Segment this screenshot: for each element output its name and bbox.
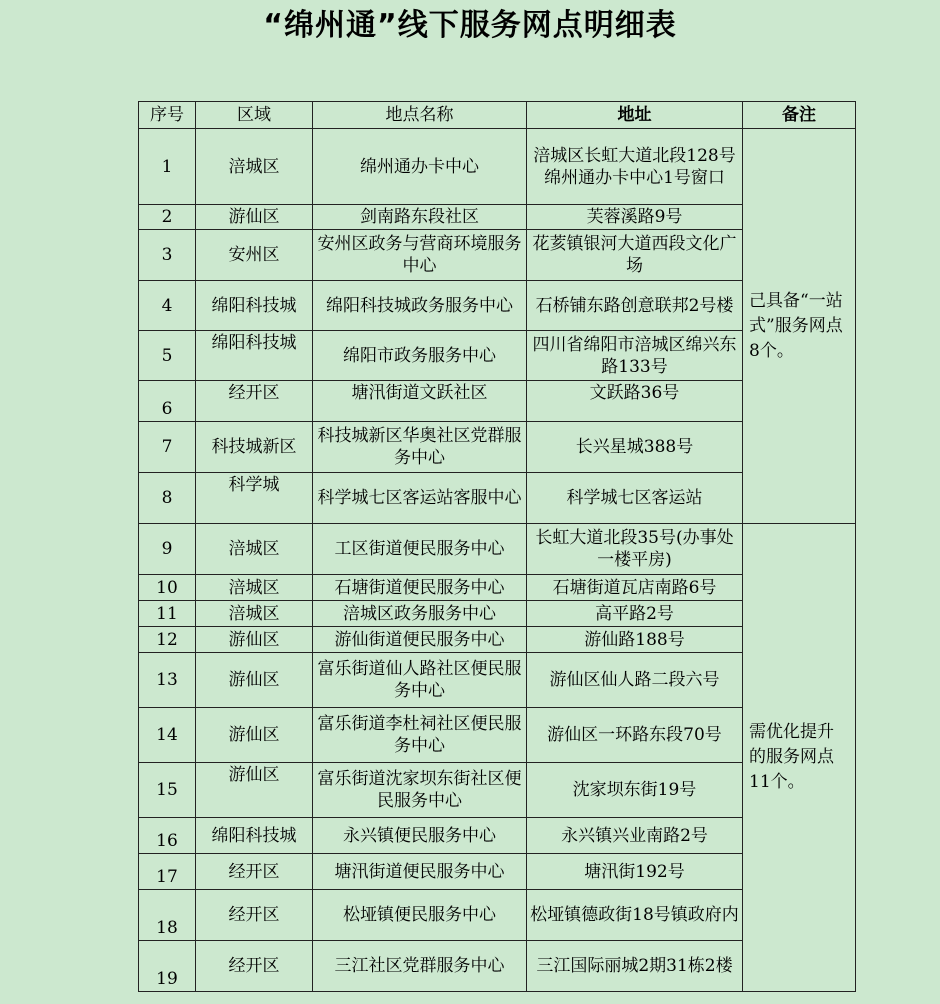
row-name: 科学城七区客运站客服中心 [313, 473, 527, 524]
row-no: 18 [139, 890, 196, 941]
row-area: 游仙区 [196, 205, 313, 230]
row-address: 四川省绵阳市涪城区绵兴东路133号 [527, 331, 743, 381]
table-row [139, 129, 856, 205]
row-address: 长兴星城388号 [527, 422, 743, 473]
row-name: 工区街道便民服务中心 [313, 524, 527, 575]
row-no: 7 [139, 422, 196, 473]
row-no: 2 [139, 205, 196, 230]
row-address: 长虹大道北段35号(办事处一楼平房) [527, 524, 743, 575]
row-no: 4 [139, 281, 196, 331]
row-area: 绵阳科技城 [196, 818, 313, 854]
row-address: 松垭镇德政街18号镇政府内 [527, 890, 743, 941]
row-address: 游仙区仙人路二段六号 [527, 653, 743, 708]
row-no: 15 [139, 763, 196, 818]
page-title: “绵州通”线下服务网点明细表 [263, 8, 677, 43]
row-name: 富乐街道仙人路社区便民服务中心 [313, 653, 527, 708]
row-area: 经开区 [196, 890, 313, 941]
table-header-row [139, 102, 856, 129]
row-no: 9 [139, 524, 196, 575]
row-address: 花荄镇银河大道西段文化广场 [527, 230, 743, 281]
row-address: 高平路2号 [527, 601, 743, 627]
header-area: 区域 [196, 102, 313, 129]
row-name: 绵州通办卡中心 [313, 129, 527, 205]
row-address: 石桥铺东路创意联邦2号楼 [527, 281, 743, 331]
row-area: 绵阳科技城 [196, 331, 313, 381]
row-no: 1 [139, 129, 196, 205]
row-name: 剑南路东段社区 [313, 205, 527, 230]
row-address: 游仙路188号 [527, 627, 743, 653]
row-name: 安州区政务与营商环境服务中心 [313, 230, 527, 281]
row-name: 石塘街道便民服务中心 [313, 575, 527, 601]
header-remark: 备注 [743, 102, 856, 129]
row-area: 涪城区 [196, 575, 313, 601]
row-no: 5 [139, 331, 196, 381]
row-area: 科技城新区 [196, 422, 313, 473]
header-address: 地址 [527, 102, 743, 129]
row-address: 文跃路36号 [527, 381, 743, 422]
row-name: 富乐街道李杜祠社区便民服务中心 [313, 708, 527, 763]
row-area: 经开区 [196, 854, 313, 890]
row-no: 3 [139, 230, 196, 281]
row-name: 三江社区党群服务中心 [313, 941, 527, 992]
row-area: 游仙区 [196, 627, 313, 653]
row-no: 10 [139, 575, 196, 601]
row-name: 涪城区政务服务中心 [313, 601, 527, 627]
row-name: 绵阳市政务服务中心 [313, 331, 527, 381]
row-name: 富乐街道沈家坝东街社区便民服务中心 [313, 763, 527, 818]
row-name: 科技城新区华奥社区党群服务中心 [313, 422, 527, 473]
row-area: 涪城区 [196, 129, 313, 205]
row-area: 经开区 [196, 381, 313, 422]
row-address: 涪城区长虹大道北段128号绵州通办卡中心1号窗口 [527, 129, 743, 205]
row-area: 涪城区 [196, 601, 313, 627]
row-no: 17 [139, 854, 196, 890]
row-address: 游仙区一环路东段70号 [527, 708, 743, 763]
row-no: 19 [139, 941, 196, 992]
remark-one-stop: 己具备“一站式”服务网点8个。 [743, 129, 856, 524]
row-address: 永兴镇兴业南路2号 [527, 818, 743, 854]
row-address: 沈家坝东街19号 [527, 763, 743, 818]
table-row [139, 524, 856, 575]
row-area: 科学城 [196, 473, 313, 524]
row-name: 塘汛街道便民服务中心 [313, 854, 527, 890]
row-no: 13 [139, 653, 196, 708]
service-points-table [138, 101, 856, 992]
row-name: 永兴镇便民服务中心 [313, 818, 527, 854]
row-no: 11 [139, 601, 196, 627]
header-name: 地点名称 [313, 102, 527, 129]
row-name: 松垭镇便民服务中心 [313, 890, 527, 941]
row-area: 游仙区 [196, 653, 313, 708]
row-area: 涪城区 [196, 524, 313, 575]
row-address: 塘汛街192号 [527, 854, 743, 890]
row-area: 游仙区 [196, 763, 313, 818]
remark-to-optimize: 需优化提升的服务网点11个。 [743, 524, 856, 992]
row-address: 芙蓉溪路9号 [527, 205, 743, 230]
row-name: 绵阳科技城政务服务中心 [313, 281, 527, 331]
row-address: 三江国际丽城2期31栋2楼 [527, 941, 743, 992]
row-area: 绵阳科技城 [196, 281, 313, 331]
row-name: 游仙街道便民服务中心 [313, 627, 527, 653]
row-no: 8 [139, 473, 196, 524]
row-name: 塘汛街道文跃社区 [313, 381, 527, 422]
header-no: 序号 [139, 102, 196, 129]
row-no: 16 [139, 818, 196, 854]
row-address: 石塘街道瓦店南路6号 [527, 575, 743, 601]
row-area: 安州区 [196, 230, 313, 281]
row-area: 经开区 [196, 941, 313, 992]
row-address: 科学城七区客运站 [527, 473, 743, 524]
row-no: 12 [139, 627, 196, 653]
row-no: 6 [139, 381, 196, 422]
row-area: 游仙区 [196, 708, 313, 763]
row-no: 14 [139, 708, 196, 763]
